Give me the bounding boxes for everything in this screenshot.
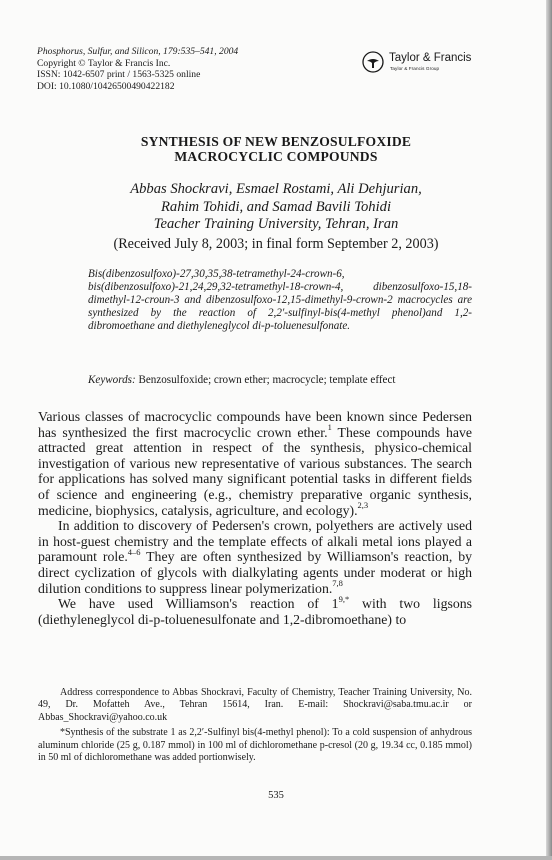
page-number: 535 — [268, 790, 284, 801]
citation-ref: 9,* — [338, 593, 350, 604]
copyright-line: Copyright © Taylor & Francis Inc. — [37, 57, 171, 69]
article-title — [0, 134, 552, 164]
synthesis-footnote: *Synthesis of the substrate 1 as 2,2′-Sulfinyl bis(4-methyl phenol): To a cold suspension of anhydrous aluminum chloride (25 g, 0.187 mmol) in 100 ml of dichloromethane p-cresol (20 g, 19.34 cc, 0.185 mmol) in 50 ml of dichloromethane was added portionwisely. — [38, 727, 472, 764]
author-block — [0, 181, 552, 234]
journal-header — [37, 46, 337, 92]
citation-ref: 7,8 — [332, 577, 343, 588]
body-text: They are often synthesized by Williamson's reaction, by direct cyclization of glycols with dialkylating agents under moderat or high dilution conditions to suppress linear polymerization. — [38, 549, 472, 596]
keywords — [88, 374, 488, 386]
body-text: These compounds have attracted great attention in respect of the synthesis, physico-chemical investigation of various new representative of various substances. The search for applications has solved many significant potential tasks in different fields of science and engineering (e.g., chemistry preparative organic synthesis, medicine, biophysics, catalysis, agriculture, and ecology). — [38, 424, 472, 518]
body-paragraph — [38, 593, 472, 627]
scan-edge-right — [546, 0, 552, 860]
issn-line: ISSN: 1042-6507 print / 1563-5325 online — [37, 69, 201, 81]
publisher-logo — [362, 50, 492, 76]
citation-ref: 1 — [327, 422, 332, 432]
authors-line-1: Abbas Shockravi, Esmael Rostami, Ali Dehjurian, — [130, 181, 422, 197]
footnotes — [38, 687, 472, 764]
body-text: We have used Williamson's reaction of 1 — [58, 596, 339, 612]
citation-ref: 4–6 — [127, 546, 141, 557]
abstract: Bis(dibenzosulfoxo)-27,30,35,38-tetramethyl-24-crown-6, bis(dibenzosulfoxo)-21,24,29,32-tetramethyl-18-crown-4, dibenzosulfoxo-15,18-dimethyl-12-croun-3 and dibenzosulfoxo-12,15-dimethyl-9-crown-2 macrocycles are synthesized by the reaction of 2,2′-sulfinyl-bis(4-methyl phenol)and 1,2-dibromoethane and diethyleneglycol di-p-toluenesulfonate. — [88, 268, 472, 333]
correspondence-footnote: Address correspondence to Abbas Shockravi, Faculty of Chemistry, Teacher Training University, No. 49, Dr. Mofatteh Ave., Tehran 15614, Iran. E-mail: Shockravi@saba.tmu.ac.ir or Abbas_Shockravi@yahoo.co.uk — [38, 687, 472, 723]
scan-edge-bottom — [0, 856, 552, 860]
title-line-1: SYNTHESIS OF NEW BENZOSULFOXIDE — [140, 134, 412, 149]
publisher-name: Taylor & Francis — [389, 52, 472, 64]
doi-line: DOI: 10.1080/10426500490422182 — [37, 80, 175, 92]
body-text: In addition to discovery of Pedersen's crown, polyethers are actively used in host-guest chemistry and the template effects of alkali metal ions played a paramount role. — [38, 518, 472, 565]
article-body — [38, 409, 472, 627]
publisher-group: Taylor & Francis Group — [390, 66, 440, 71]
journal-citation: Phosphorus, Sulfur, and Silicon, 179:535–541, 2004 — [37, 46, 239, 57]
title-line-2: MACROCYCLIC COMPOUNDS — [174, 149, 378, 164]
affiliation: Teacher Training University, Tehran, Iran — [153, 216, 399, 232]
body-paragraph — [38, 409, 472, 518]
body-paragraph — [38, 518, 472, 596]
keywords-text: Benzosulfoxide; crown ether; macrocycle; template effect — [138, 374, 396, 386]
publisher-logo-icon — [362, 51, 384, 73]
authors-line-2: Rahim Tohidi, and Samad Bavili Tohidi — [160, 198, 391, 215]
citation-ref: 2,3 — [357, 499, 369, 510]
keywords-label: Keywords: — [88, 374, 136, 386]
received-dates: (Received July 8, 2003; in final form September 2, 2003) — [113, 236, 439, 252]
body-text: with two ligsons (diethyleneglycol di-p-toluenesulfonate and 1,2-dibromoethane) to — [38, 596, 472, 627]
body-text: Various classes of macrocyclic compounds have been known since Pedersen has synthesized the first macrocyclic crown ether. — [38, 409, 472, 440]
